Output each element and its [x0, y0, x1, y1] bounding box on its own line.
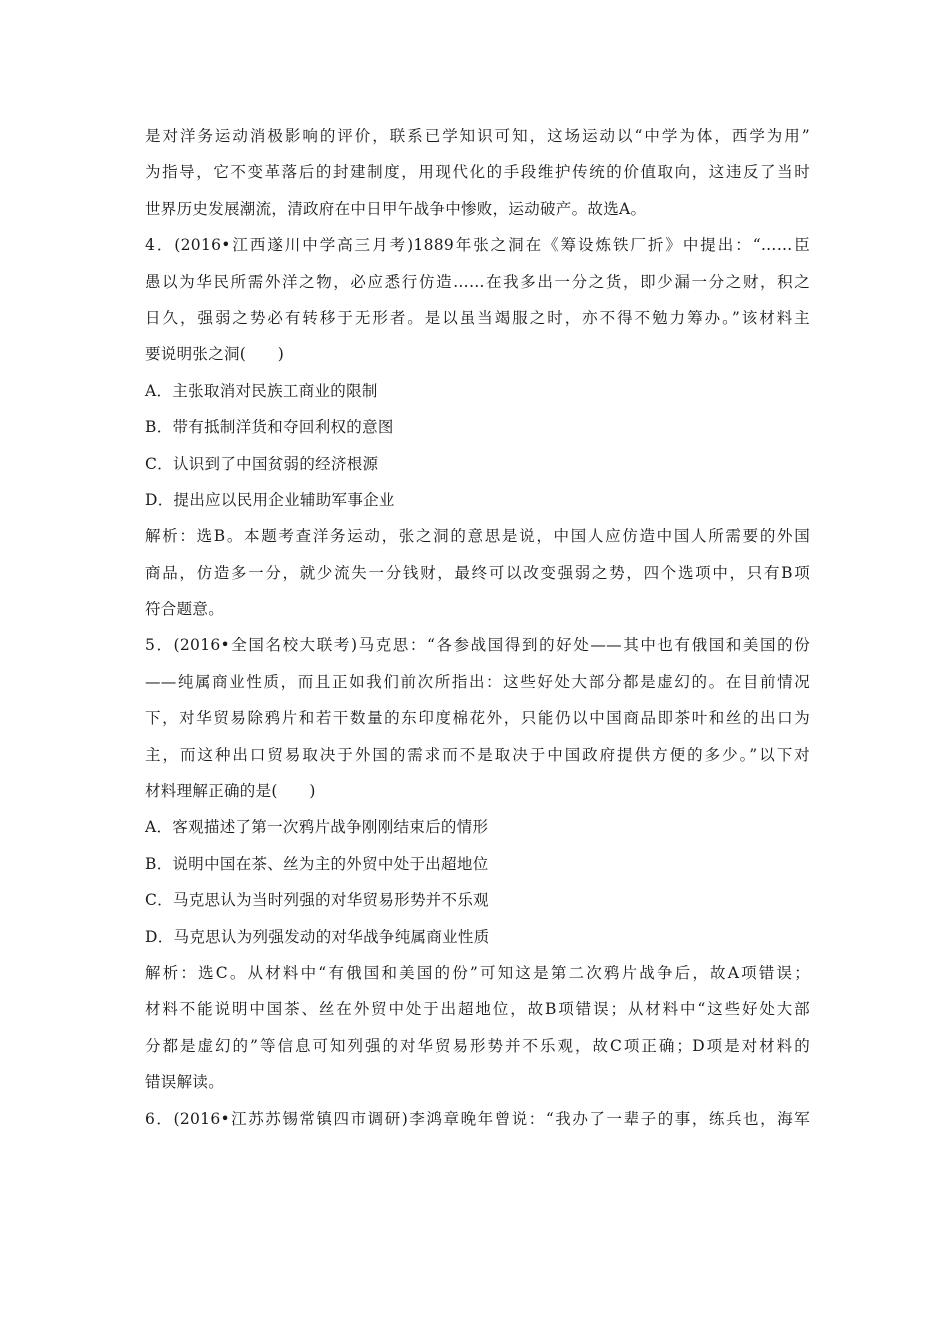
text-line: 4．(2016•江西遂川中学高三月考)1889年张之洞在《筹设炼铁厂折》中提出：“……臣 — [145, 236, 810, 255]
text-line: B．说明中国在茶、丝为主的外贸中处于出超地位 — [145, 854, 489, 873]
text-line: C．认识到了中国贫弱的经济根源 — [145, 454, 379, 473]
text-line: 愚以为华民所需外洋之物，必应悉行仿造……在我多出一分之货，即少漏一分之财，积之 — [145, 272, 810, 291]
text-line: 要说明张之洞( ) — [145, 345, 285, 364]
text-line: 分都是虚幻的”等信息可知列强的对华贸易形势并不乐观，故C项正确；D项是对材料的 — [145, 1036, 810, 1055]
text-line: 世界历史发展潮流，清政府在中日甲午战争中惨败，运动破产。故选A。 — [145, 199, 647, 218]
text-line: A．主张取消对民族工商业的限制 — [145, 381, 378, 400]
text-line: 下，对华贸易除鸦片和若干数量的东印度棉花外，只能仍以中国商品即茶叶和丝的出口为 — [145, 709, 810, 728]
text-line: D．马克思认为列强发动的对华战争纯属商业性质 — [145, 927, 490, 946]
text-line: 是对洋务运动消极影响的评价，联系已学知识可知，这场运动以“中学为体，西学为用” — [145, 127, 810, 145]
text-line: 商品，仿造多一分，就少流失一分钱财，最终可以改变强弱之势，四个选项中，只有B项 — [145, 563, 810, 582]
text-line: A．客观描述了第一次鸦片战争刚刚结束后的情形 — [145, 818, 489, 837]
text-line: 日久，强弱之势必有转移于无形者。是以虽当竭服之时，亦不得不勉力筹办。”该材料主 — [145, 308, 810, 327]
text-line: 6．(2016•江苏苏锡常镇四市调研)李鸿章晚年曾说：“我办了一辈子的事，练兵也，海军 — [145, 1109, 810, 1128]
text-line: C．马克思认为当时列强的对华贸易形势并不乐观 — [145, 891, 489, 910]
text-line: B．带有抵制洋货和夺回利权的意图 — [145, 418, 394, 437]
text-line: 错误解读。 — [145, 1073, 225, 1092]
text-line: 为指导，它不变革落后的封建制度，用现代化的手段维护传统的价值取向，这违反了当时 — [145, 163, 810, 182]
text-line: D．提出应以民用企业辅助军事企业 — [145, 490, 395, 509]
text-line: 解析：选B。本题考查洋务运动，张之洞的意思是说，中国人应仿造中国人所需要的外国 — [145, 527, 810, 546]
text-line: 材料理解正确的是( ) — [145, 782, 316, 801]
text-line: 解析：选C。从材料中“有俄国和美国的份”可知这是第二次鸦片战争后，故A项错误； — [145, 963, 810, 982]
text-line: 5．(2016•全国名校大联考)马克思：“各参战国得到的好处——其中也有俄国和美国的份 — [145, 636, 810, 655]
text-line: 材料不能说明中国茶、丝在外贸中处于出超地位，故B项错误；从材料中“这些好处大部 — [145, 1000, 810, 1019]
text-line: 符合题意。 — [145, 600, 225, 619]
text-line: 主，而这种出口贸易取决于外国的需求而不是取决于中国政府提供方便的多少。”以下对 — [145, 745, 810, 764]
document-page — [145, 118, 810, 1137]
text-line: ——纯属商业性质，而且正如我们前次所指出：这些好处大部分都是虚幻的。在目前情况 — [145, 672, 810, 691]
